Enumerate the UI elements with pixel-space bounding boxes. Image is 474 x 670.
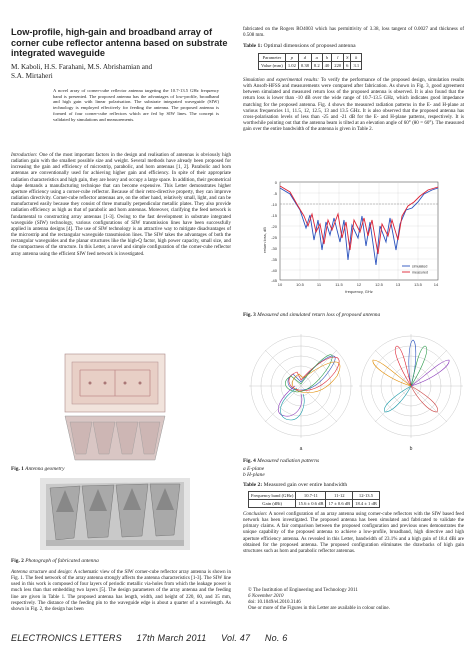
y-tick: -20 xyxy=(271,224,277,229)
abstract: A novel array of corner-cube reflector antenna targeting the 10.7-13.5 GHz frequency band is presented. The proposed antenna has the advantages of low-profile, broadband and high gain with linear polarisation. The substrate integrated waveguide (SIW) technology is employed effectively for feeding the antenna. The proposed antenna is formed of four corner-cube reflectors which are fed by SIW lines. The concept is validated by simulations and measurements. xyxy=(53,88,219,122)
y-tick: -10 xyxy=(271,202,277,207)
author-list xyxy=(11,63,231,80)
authors-line-2: S.A. Mirtaheri xyxy=(11,71,53,80)
table-row xyxy=(249,500,380,508)
y-tick: -30 xyxy=(271,246,277,251)
table-cell: 12-13.5 xyxy=(353,492,380,500)
y-tick: -15 xyxy=(271,213,277,218)
issue-date: 17th March 2011 xyxy=(136,633,207,643)
table-cell: 17 ± 0.6 dB xyxy=(326,500,353,508)
x-tick: 11.5 xyxy=(335,282,343,287)
simulation-results-heading: Simulation and experimental results: xyxy=(243,78,319,83)
subplot-label-a: a xyxy=(299,446,303,452)
table-1-text: Optimal dimensions of proposed antenna xyxy=(263,43,356,49)
legend-simulated: simulated xyxy=(412,264,428,269)
antenna-structure-paragraph xyxy=(11,570,231,613)
page-footer xyxy=(11,633,466,643)
y-tick: -40 xyxy=(271,268,277,273)
table-cell: d xyxy=(298,54,311,62)
simulation-results-paragraph xyxy=(243,78,464,133)
paper-title: Low-profile, high-gain and broadband array of corner cube reflector antenna based on substrate integrated waveguide xyxy=(11,27,228,58)
introduction-text: One of the most important factors in the design and realisation of antennas is obviously high radiation gain with the smallest possible size and weight. Several methods have already been proposed for increasing the gain and efficiency of microstrip, parabolic, and horn antennas [1, 2]. Parabolic and horn antennas are conventionally used for achieving higher gain and efficiency. In spite of their appropriate radiation characteristics and high gain, they are heavy and occupy a large space. In addition, their geometrical shape demands a manufacturing technique that can become expensive. This Letter demonstrates higher aperture efficiency using a corner-cube reflector. Because of their retro-directive property, they can improve radiation directivity. Corner-cube reflector antennas are, on the other hand, relatively small, light, and can be manufactured easily because they consist of three mutually perpendicular metallic plates. They also provide radiation efficiency as high as that of parabolic and horn antennas. Moreover, clarifying the feed network is fundamental to constructing array antennas [1-3]. Owing to the fast development in substrate integrated waveguide (SIW) technology, various configurations of SIW transmission lines have been successfully applied in antenna designs [4]. The use of SIW technology is an attractive way to mitigate disadvantages of the microstrip and the rectangular waveguide transmission lines. The SIW takes the advantages of both the rectangular waveguides and the planar structures like the high-Q factor, high power capacity, small size, and the compactness of the structure. In this Letter, a novel and simple configuration of the corner-cube reflector array antenna using the efficient SIW feed network is investigated. xyxy=(11,153,231,257)
table-row xyxy=(249,492,380,500)
y-tick: 0 xyxy=(274,180,277,185)
antenna-structure-heading: Antenna structure and design: xyxy=(11,570,73,575)
table-cell: S xyxy=(344,54,351,62)
colour-online-note: One or more of the Figures in this Letter are available in colour online. xyxy=(248,606,390,612)
conclusion-text: A novel configuration of an array antenna using corner-cube reflectors with the SIW based feed network has been investigated. The proposed antenna has been simulated and fabricated to validate the primary claims. A fair comparison between the proposed configuration and previous ones demonstrates the unique capability of the proposed antenna to achieve a low-profile, broadband, high directive and high aperture efficiency antenna. As revealed in this Letter, bandwidth of 23.1% and a high gain of 18.4 dBi are obtained for the proposed antenna. The proposed configuration eliminates the drawbacks of high gain structures such as horn and parabolic reflector antennas. xyxy=(243,512,464,554)
table-cell: p xyxy=(285,54,298,62)
table-cell: 1.02 xyxy=(285,62,298,70)
table-cell: 220 xyxy=(332,62,344,70)
polar-plot-h-plane xyxy=(359,334,463,438)
table-1-caption xyxy=(243,43,356,49)
table-cell: 6 xyxy=(344,62,351,70)
subplot-label-b: b xyxy=(409,446,413,452)
figure-1-caption xyxy=(11,466,65,472)
table-2-gain xyxy=(248,491,380,508)
figure-4-text: Measured radiation patterns xyxy=(257,458,320,464)
table-row xyxy=(259,62,362,70)
x-tick: 14 xyxy=(433,282,439,287)
x-tick: 13.5 xyxy=(414,282,422,287)
y-tick: -25 xyxy=(271,235,277,240)
figure-4-caption xyxy=(243,458,319,464)
table-cell: Frequency band (GHz) xyxy=(249,492,296,500)
table-cell: 0.38 xyxy=(298,62,311,70)
table-cell: Gain (dBi) xyxy=(249,500,296,508)
x-tick: 11 xyxy=(316,282,322,287)
figure-3-return-loss-plot xyxy=(262,180,444,298)
publication-info xyxy=(248,588,464,613)
table-cell: Parameter xyxy=(259,54,286,62)
figure-4-sub-a: a E-plane xyxy=(243,466,265,472)
table-1-dimensions xyxy=(258,53,362,70)
figure-2-text: Photograph of fabricated antenna xyxy=(25,558,99,564)
figure-3-number: Fig. 3 xyxy=(243,312,256,318)
figure-4-sub-b: b H-plane xyxy=(243,472,265,478)
x-tick: 10.5 xyxy=(296,282,304,287)
table-cell: 15.6 ± 0.6 dB xyxy=(296,500,326,508)
figure-3-text: Measured and simulated return loss of proposed antenna xyxy=(257,312,381,318)
introduction-paragraph xyxy=(11,153,231,258)
table-1-number: Table 1: xyxy=(243,43,263,49)
figure-4-radiation-patterns xyxy=(246,322,468,458)
figure-2-number: Fig. 2 xyxy=(11,558,24,564)
figure-4-number: Fig. 4 xyxy=(243,458,256,464)
figure-4-subcaptions xyxy=(243,466,265,478)
table-cell: 3.1 xyxy=(351,62,362,70)
received-date: 6 November 2010 xyxy=(248,594,284,600)
introduction-heading: Introduction: xyxy=(11,153,38,158)
table-cell: Value (mm) xyxy=(259,62,286,70)
table-cell: 8.2 xyxy=(311,62,322,70)
issue-number: No. 6 xyxy=(264,633,288,643)
table-cell: 11-12 xyxy=(326,492,353,500)
table-2-caption xyxy=(243,482,347,488)
table-cell: l xyxy=(332,54,344,62)
simulation-results-text: To verify the performance of the proposed design, simulation results with Ansoft-HFSS and measurements were compared after fabrication. As shown in Fig. 3, good agreement between simulated and measured return loss of the proposed antenna is observed. It is also found that the return loss is lower than -10 dB over the wide range of 10.7-13.5 GHz, which indicates good impedance matching for the proposed antenna. Fig. 4 shows the measured radiation patterns in the E- and H-plane at various frequencies 11, 11.5, 12, 12.5, 13 and 13.5 GHz. It is also observed that the proposed antenna has cross-polarisation levels of less than -25 and -21 dB for the E- and H-plane patterns, respectively. It is worthwhile pointing out that the antenna beam is tilted at an elevation angle of 60° (θ0 = 60°). The measured gain over the entire bandwidth of the antenna is given in Table 2. xyxy=(243,78,464,133)
figure-1-number: Fig. 1 xyxy=(11,466,24,472)
figure-2-photograph xyxy=(40,478,190,550)
table-2-number: Table 2: xyxy=(243,482,263,488)
y-tick: -35 xyxy=(271,257,277,262)
authors-line-1: M. Kaboli, H.S. Farahani, M.S. Abrishamian and xyxy=(11,63,153,71)
table-cell: 40 xyxy=(322,62,332,70)
volume: Vol. 47 xyxy=(221,633,251,643)
table-row xyxy=(259,54,362,62)
y-tick: -45 xyxy=(271,278,277,283)
copyright-line: © The Institution of Engineering and Technology 2011 xyxy=(248,588,358,593)
conclusion-paragraph xyxy=(243,512,464,555)
conclusion-heading: Conclusion: xyxy=(243,512,268,517)
x-tick: 13 xyxy=(395,282,401,287)
x-tick: 12.5 xyxy=(375,282,383,287)
table-cell: a xyxy=(311,54,322,62)
x-axis-label: frequency, GHz xyxy=(345,289,373,294)
table-cell: k xyxy=(351,54,362,62)
fabrication-text: fabricated on the Rogers RO4003 which has permittivity of 3.38, loss tangent of 0.0027 and thickness of 0.508 mm. xyxy=(243,27,464,39)
journal-name: ELECTRONICS LETTERS xyxy=(11,633,122,643)
table-cell: 10.7-11 xyxy=(296,492,326,500)
polar-plot-e-plane xyxy=(249,334,353,438)
table-cell: 18.4 ± 1 dB xyxy=(353,500,380,508)
table-cell: h xyxy=(322,54,332,62)
antenna-structure-text: A schematic view of the SIW corner-cube reflector array antenna is shown in Fig. 1. The feed network of the array antenna strongly affects the antenna characteristics [1-3]. The SIW line used in this work is composed of four layers of periodic metallic via-holes from which the leakage power is much less than that embedding two layers [5]. The design parameters of the array antenna and the feeding line are given in Table 1. The proposed antenna has length, width, and height of 220, 60, and 35 mm, respectively. The distance of the feeding pin to the waveguide edge is about a quarter of a wavelength. As shown in Fig. 2, the design has been xyxy=(11,570,231,612)
x-tick: 12 xyxy=(356,282,362,287)
y-tick: -5 xyxy=(273,191,277,196)
y-axis-label: return loss, dB xyxy=(262,227,267,253)
figure-1-text: Antenna geometry xyxy=(25,466,65,472)
figure-2-caption xyxy=(11,558,99,564)
figure-1-antenna-geometry xyxy=(60,352,170,464)
x-tick: 10 xyxy=(277,282,283,287)
legend-measured: measured xyxy=(412,270,428,275)
doi-line: doi: 10.1049/el.2010.3146 xyxy=(248,600,301,606)
figure-3-caption xyxy=(243,312,380,318)
table-2-text: Measured gain over entire bandwidth xyxy=(263,482,348,488)
